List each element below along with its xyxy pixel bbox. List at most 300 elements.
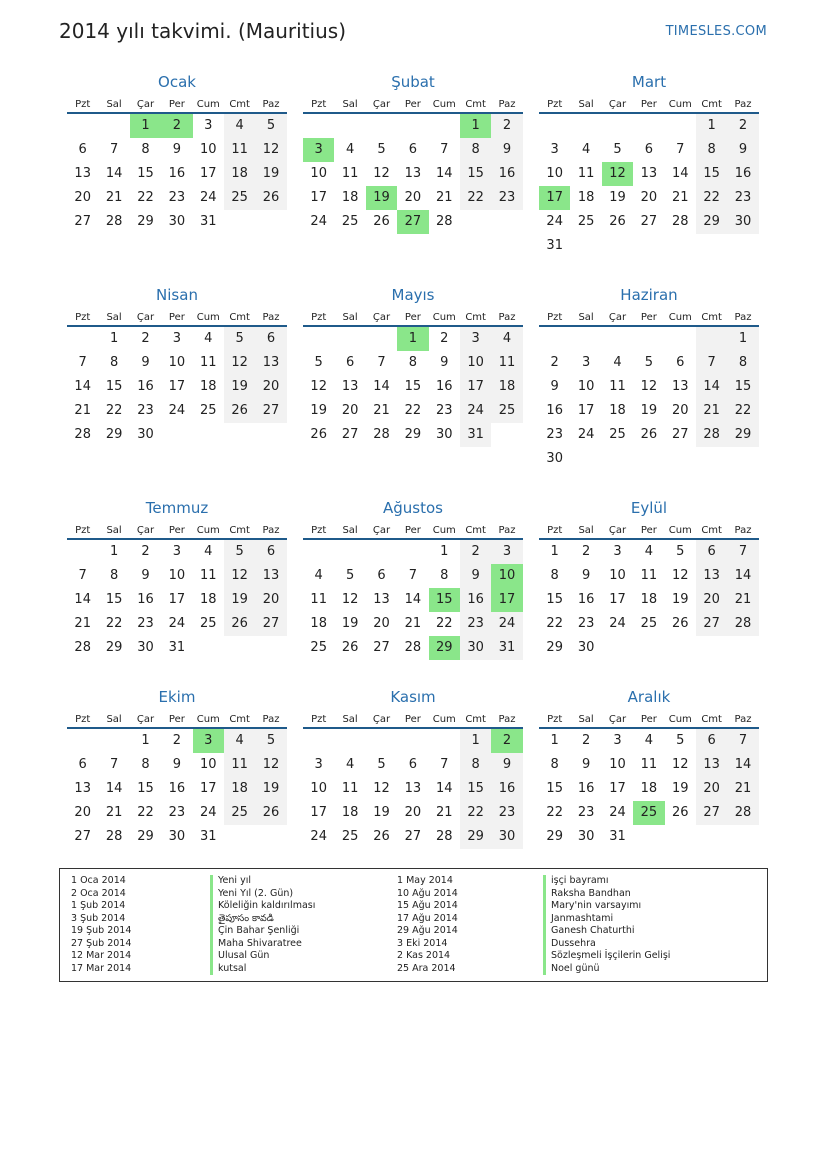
week-row [67, 753, 287, 777]
weekday-label: Cum [432, 312, 456, 323]
month-1 [67, 72, 287, 234]
day-cell: 23 [168, 805, 186, 820]
week-row [67, 825, 287, 849]
day-cell: 28 [105, 829, 123, 844]
day-cell: 10 [168, 568, 186, 583]
day-cell: 20 [255, 375, 286, 399]
day-cell: 19 [224, 375, 255, 399]
day-cell: 26 [640, 427, 658, 442]
legend-date: 3 Eki 2014 [397, 937, 448, 949]
day-cell: 13 [255, 564, 286, 588]
day-cell: 15 [546, 592, 563, 607]
day-cell: 27 [404, 829, 422, 844]
weekday-label: Pzt [75, 312, 91, 323]
day-cell: 11 [224, 753, 255, 777]
month-2 [303, 72, 523, 234]
day-cell: 29 [696, 210, 727, 234]
empty-day-cell [334, 540, 365, 564]
empty-day-cell [98, 114, 129, 138]
empty-day-cell [67, 729, 98, 753]
day-cell: 19 [609, 190, 626, 205]
day-cell: 30 [168, 214, 186, 229]
day-cell: 31 [546, 238, 563, 253]
day-cell: 22 [727, 399, 758, 423]
day-cell: 28 [696, 423, 727, 447]
weekday-label: Per [640, 525, 657, 536]
week-row [303, 540, 523, 564]
day-cell: 25 [491, 399, 522, 423]
day-cell: 15 [404, 379, 422, 394]
day-cell: 14 [696, 375, 727, 399]
day-cell: 4 [644, 544, 653, 559]
day-cell: 27 [74, 829, 91, 844]
day-cell: 16 [491, 162, 522, 186]
day-cell: 21 [727, 588, 758, 612]
day-cell: 2 [141, 544, 150, 559]
day-cell: 16 [168, 166, 186, 181]
day-cell: 12 [671, 757, 689, 772]
day-cell: 10 [310, 781, 327, 796]
day-cell: 26 [609, 214, 626, 229]
week-row [303, 423, 523, 447]
day-cell: 8 [109, 355, 119, 370]
day-cell: 29 [404, 427, 422, 442]
day-cell: 15 [105, 592, 123, 607]
day-cell: 8 [727, 351, 758, 375]
empty-day-cell [67, 327, 98, 351]
day-cell: 11 [577, 166, 595, 181]
weekday-label: Cmt [229, 312, 250, 323]
day-cell: 7 [78, 568, 87, 583]
empty-day-cell [334, 729, 365, 753]
month-8 [303, 498, 523, 660]
empty-day-cell [429, 729, 460, 753]
day-cell: 29 [105, 427, 123, 442]
day-cell: 9 [491, 753, 522, 777]
weekday-label: Paz [498, 714, 516, 725]
day-cell: 14 [727, 753, 758, 777]
day-cell: 30 [137, 640, 154, 655]
week-row [303, 588, 523, 612]
empty-day-cell [727, 234, 758, 258]
day-cell: 14 [727, 564, 758, 588]
empty-day-cell [255, 636, 286, 660]
day-cell: 19 [640, 403, 658, 418]
day-cell: 8 [460, 138, 491, 162]
week-row [539, 399, 759, 423]
day-cell: 28 [373, 427, 390, 442]
day-cell: 28 [671, 214, 689, 229]
day-cell: 22 [546, 805, 563, 820]
day-cell: 9 [460, 564, 491, 588]
month-10 [67, 687, 287, 849]
day-cell: 25 [199, 403, 217, 418]
empty-day-cell [633, 825, 664, 849]
week-row [67, 729, 287, 753]
weekday-header [303, 713, 523, 729]
month-name: Kasım [390, 688, 436, 706]
empty-day-cell [303, 114, 334, 138]
day-cell: 5 [314, 355, 323, 370]
weekday-label: Paz [734, 99, 752, 110]
day-cell: 21 [74, 403, 91, 418]
day-cell: 15 [460, 777, 491, 801]
day-cell: 18 [640, 592, 658, 607]
weekday-label: Cmt [229, 714, 250, 725]
legend-date: 19 Şub 2014 [71, 925, 132, 936]
day-cell: 20 [74, 190, 91, 205]
empty-day-cell [491, 210, 522, 234]
weekday-label: Paz [734, 525, 752, 536]
empty-day-cell [570, 327, 601, 351]
weekday-label: Per [640, 99, 657, 110]
week-row [539, 636, 759, 660]
day-cell: 15 [137, 166, 154, 181]
weekday-label: Per [404, 525, 421, 536]
month-6 [539, 285, 759, 471]
day-cell: 24 [199, 805, 217, 820]
empty-day-cell [224, 423, 255, 447]
holiday-day-cell: 25 [633, 801, 664, 825]
day-cell: 24 [310, 829, 327, 844]
day-cell: 6 [255, 327, 286, 351]
weekday-label: Sal [342, 525, 358, 536]
weekday-label: Cmt [465, 525, 486, 536]
week-row [303, 729, 523, 753]
weekday-label: Çar [608, 312, 627, 323]
day-cell: 9 [141, 568, 150, 583]
week-row [303, 210, 523, 234]
day-cell: 19 [341, 616, 359, 631]
day-cell: 2 [491, 114, 522, 138]
day-cell: 13 [255, 351, 286, 375]
week-row [303, 114, 523, 138]
day-cell: 11 [310, 592, 327, 607]
day-cell: 21 [727, 777, 758, 801]
day-cell: 30 [460, 636, 491, 660]
week-row [67, 375, 287, 399]
weekday-label: Cum [196, 525, 220, 536]
day-cell: 4 [491, 327, 522, 351]
empty-day-cell [602, 327, 633, 351]
week-row [67, 423, 287, 447]
week-row [303, 138, 523, 162]
day-cell: 19 [310, 403, 327, 418]
day-cell: 8 [141, 757, 150, 772]
weekday-label: Sal [578, 714, 594, 725]
empty-day-cell [665, 825, 696, 849]
day-cell: 27 [373, 640, 390, 655]
day-cell: 7 [440, 757, 449, 772]
day-cell: 6 [345, 355, 355, 370]
holiday-day-cell: 29 [429, 636, 460, 660]
day-cell: 20 [671, 403, 689, 418]
day-cell: 18 [491, 375, 522, 399]
empty-day-cell [539, 327, 570, 351]
day-cell: 4 [644, 733, 653, 748]
day-cell: 3 [613, 544, 622, 559]
day-cell: 3 [314, 757, 323, 772]
weekday-label: Pzt [547, 99, 563, 110]
day-cell: 25 [341, 829, 359, 844]
day-cell: 10 [460, 351, 491, 375]
empty-day-cell [665, 114, 696, 138]
empty-day-cell [255, 825, 286, 849]
day-cell: 7 [440, 142, 449, 157]
day-cell: 16 [491, 777, 522, 801]
day-cell: 15 [105, 379, 123, 394]
day-cell: 13 [696, 753, 727, 777]
day-cell: 31 [460, 423, 491, 447]
empty-day-cell [633, 234, 664, 258]
day-cell: 23 [435, 403, 453, 418]
month-12 [539, 687, 759, 849]
weekday-label: Pzt [75, 525, 91, 536]
weekday-label: Cmt [701, 525, 722, 536]
day-cell: 21 [74, 616, 91, 631]
empty-day-cell [696, 636, 727, 660]
weekday-label: Sal [106, 312, 122, 323]
weekday-label: Cmt [701, 312, 722, 323]
empty-day-cell [334, 114, 365, 138]
day-cell: 9 [491, 138, 522, 162]
day-cell: 10 [609, 568, 626, 583]
day-cell: 21 [671, 190, 689, 205]
day-cell: 12 [310, 379, 327, 394]
weekday-label: Per [404, 99, 421, 110]
day-cell: 18 [199, 379, 217, 394]
day-cell: 14 [74, 379, 91, 394]
day-cell: 4 [224, 114, 255, 138]
weekday-label: Paz [498, 525, 516, 536]
weekday-header [67, 713, 287, 729]
day-cell: 17 [168, 379, 186, 394]
weekday-label: Sal [578, 99, 594, 110]
legend-holiday-name: Yeni yıl [210, 875, 315, 888]
day-cell: 3 [172, 331, 181, 346]
weekday-label: Sal [578, 312, 594, 323]
day-cell: 14 [74, 592, 91, 607]
legend-holiday-name: Ganesh Chaturthi [543, 925, 670, 938]
weekday-label: Per [404, 312, 421, 323]
legend-holiday-name: Maha Shivaratree [210, 938, 315, 951]
day-cell: 6 [408, 142, 417, 157]
day-cell: 21 [404, 616, 422, 631]
day-cell: 21 [373, 403, 390, 418]
legend-holiday-name: తైపూసం కావడి [210, 913, 315, 926]
week-row [303, 801, 523, 825]
weekday-label: Cmt [465, 714, 486, 725]
day-cell: 11 [640, 568, 658, 583]
day-cell: 20 [373, 616, 390, 631]
brand-link[interactable]: TIMESLES.COM [665, 24, 767, 39]
weekday-label: Cmt [465, 99, 486, 110]
day-cell: 14 [105, 781, 123, 796]
day-cell: 12 [640, 379, 658, 394]
weekday-header [67, 524, 287, 540]
legend-date: 2 Oca 2014 [71, 887, 126, 899]
day-cell: 10 [310, 166, 327, 181]
empty-day-cell [633, 447, 664, 471]
day-cell: 11 [199, 355, 217, 370]
day-cell: 4 [613, 355, 622, 370]
day-cell: 20 [404, 805, 422, 820]
empty-day-cell [255, 423, 286, 447]
day-cell: 2 [550, 355, 559, 370]
day-cell: 16 [577, 592, 595, 607]
weekday-label: Cum [668, 714, 692, 725]
day-cell: 26 [671, 805, 689, 820]
weekday-label: Cum [196, 99, 220, 110]
legend-holiday-name: Sözleşmeli İşçilerin Gelişi [543, 950, 670, 963]
day-cell: 6 [696, 540, 727, 564]
day-cell: 2 [581, 544, 591, 559]
day-cell: 3 [491, 540, 522, 564]
weekday-header [539, 713, 759, 729]
weekday-label: Sal [578, 525, 594, 536]
month-name: Nisan [156, 286, 198, 304]
weekday-label: Per [168, 312, 185, 323]
week-row [539, 234, 759, 258]
day-cell: 24 [491, 612, 522, 636]
empty-day-cell [491, 423, 522, 447]
weekday-header [539, 524, 759, 540]
day-cell: 30 [435, 427, 453, 442]
empty-day-cell [633, 327, 664, 351]
empty-day-cell [727, 825, 758, 849]
day-cell: 27 [74, 214, 91, 229]
weekday-header [67, 311, 287, 327]
legend-holiday-name: işçi bayramı [543, 875, 670, 888]
day-cell: 16 [435, 379, 453, 394]
day-cell: 20 [74, 805, 91, 820]
legend-date: 1 Şub 2014 [71, 900, 126, 911]
weekday-label: Cmt [465, 312, 486, 323]
empty-day-cell [665, 234, 696, 258]
day-cell: 24 [168, 403, 186, 418]
day-cell: 27 [341, 427, 359, 442]
day-cell: 16 [546, 403, 563, 418]
week-row [303, 636, 523, 660]
day-cell: 13 [640, 166, 658, 181]
holiday-day-cell: 17 [539, 186, 570, 210]
day-cell: 6 [696, 729, 727, 753]
day-cell: 1 [460, 729, 491, 753]
day-cell: 3 [581, 355, 591, 370]
day-cell: 16 [727, 162, 758, 186]
day-cell: 28 [404, 640, 422, 655]
week-row [303, 351, 523, 375]
empty-day-cell [429, 114, 460, 138]
day-cell: 16 [460, 588, 491, 612]
week-row [67, 327, 287, 351]
day-cell: 18 [341, 805, 359, 820]
empty-day-cell [570, 234, 601, 258]
day-cell: 23 [491, 801, 522, 825]
day-cell: 29 [137, 829, 154, 844]
empty-day-cell [633, 114, 664, 138]
day-cell: 9 [172, 757, 181, 772]
empty-day-cell [696, 234, 727, 258]
day-cell: 28 [727, 801, 758, 825]
day-cell: 2 [460, 540, 491, 564]
day-cell: 21 [696, 399, 727, 423]
week-row [539, 423, 759, 447]
day-cell: 28 [727, 612, 758, 636]
weekday-header [303, 524, 523, 540]
holiday-day-cell: 10 [491, 564, 522, 588]
day-cell: 23 [137, 403, 154, 418]
day-cell: 26 [373, 829, 390, 844]
day-cell: 23 [577, 805, 595, 820]
legend-date: 27 Şub 2014 [71, 937, 132, 949]
day-cell: 14 [373, 379, 390, 394]
day-cell: 30 [577, 829, 595, 844]
day-cell: 9 [550, 379, 559, 394]
day-cell: 19 [255, 162, 286, 186]
day-cell: 20 [404, 190, 422, 205]
day-cell: 13 [696, 564, 727, 588]
empty-day-cell [727, 447, 758, 471]
empty-day-cell [602, 636, 633, 660]
month-3 [539, 72, 759, 258]
day-cell: 11 [491, 351, 522, 375]
day-cell: 28 [105, 214, 123, 229]
week-row [539, 801, 759, 825]
empty-day-cell [98, 729, 129, 753]
day-cell: 14 [671, 166, 689, 181]
legend-date: 12 Mar 2014 [71, 950, 132, 961]
week-row [303, 162, 523, 186]
empty-day-cell [224, 825, 255, 849]
day-cell: 25 [199, 616, 217, 631]
empty-day-cell [67, 114, 98, 138]
month-4 [67, 285, 287, 447]
day-cell: 23 [491, 186, 522, 210]
holiday-day-cell: 1 [130, 114, 161, 138]
day-cell: 26 [310, 427, 327, 442]
holiday-legend [59, 868, 768, 982]
weekday-label: Cum [432, 714, 456, 725]
day-cell: 1 [696, 114, 727, 138]
empty-day-cell [303, 327, 334, 351]
day-cell: 5 [613, 142, 622, 157]
empty-day-cell [602, 447, 633, 471]
day-cell: 9 [141, 355, 150, 370]
month-7 [67, 498, 287, 660]
day-cell: 22 [460, 801, 491, 825]
day-cell: 29 [546, 640, 563, 655]
day-cell: 26 [224, 612, 255, 636]
empty-day-cell [696, 825, 727, 849]
legend-holiday-name: Çin Bahar Şenliği [210, 925, 315, 938]
day-cell: 8 [440, 568, 449, 583]
weekday-label: Cum [196, 714, 220, 725]
day-cell: 17 [609, 592, 626, 607]
day-cell: 18 [310, 616, 327, 631]
empty-day-cell [397, 729, 428, 753]
weekday-label: Pzt [75, 99, 91, 110]
week-row [539, 753, 759, 777]
week-row [67, 636, 287, 660]
legend-date: 29 Ağu 2014 [397, 925, 458, 936]
day-cell: 25 [224, 186, 255, 210]
day-cell: 12 [373, 781, 390, 796]
day-cell: 13 [404, 781, 422, 796]
day-cell: 24 [546, 214, 563, 229]
day-cell: 22 [105, 403, 123, 418]
weekday-label: Sal [342, 99, 358, 110]
